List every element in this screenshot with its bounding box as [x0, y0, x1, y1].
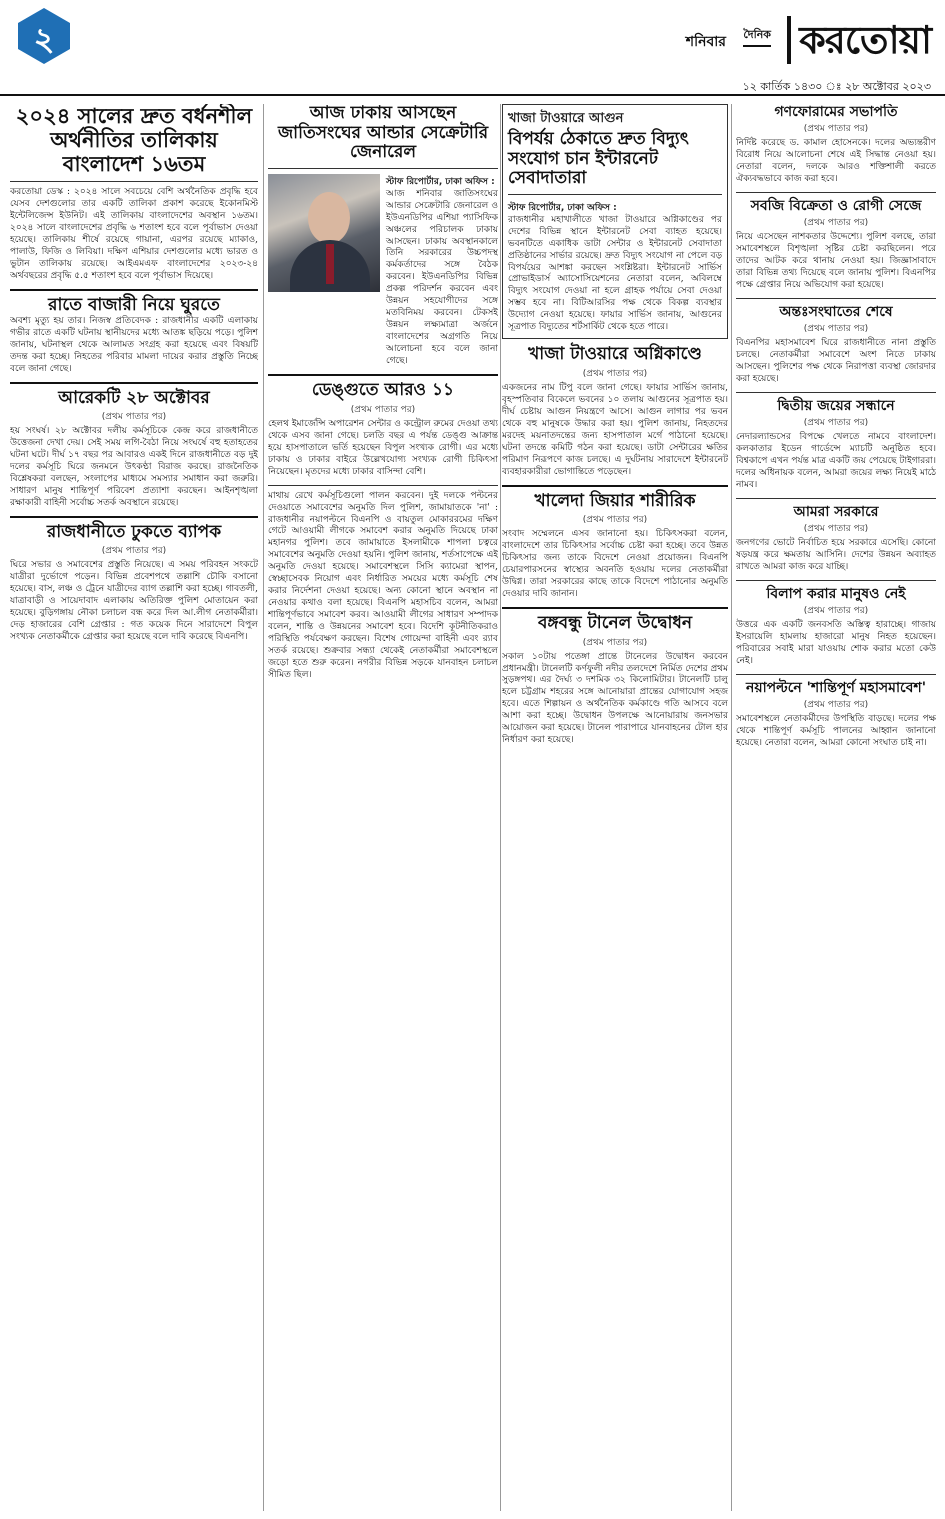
- newspaper-logo: করতোয়া: [787, 16, 931, 64]
- article-headline: বিপর্যয় ঠেকাতে দ্রুত বিদ্যুৎ সংযোগ চান ইন্টারনেট সেবাদাতারা: [508, 129, 689, 189]
- article-headline: নয়াপল্টনে 'শান্তিপূর্ণ মহাসমাবেশ': [745, 679, 927, 696]
- continuation-note: (প্রথম পাতার পর): [803, 324, 869, 334]
- article-headline: রাজধানীতে ঢুকতে ব্যাপক: [46, 521, 222, 542]
- column-1: [10, 104, 258, 1511]
- article-naya-paltan: [736, 680, 936, 750]
- article-october-28: [10, 389, 258, 510]
- article-khaja-tower-fire: [502, 345, 728, 478]
- article-headline: অন্তঃসংঘাতের শেষে: [779, 303, 893, 320]
- continuation-note: (প্রথম পাতার পর): [582, 515, 648, 526]
- continuation-note: (প্রথম পাতার পর): [803, 605, 869, 616]
- article-khaleda-health: [502, 492, 728, 601]
- article-body: নিয়ে এসেছেন নাশকতার উদ্দেশ্যে। পুলিশ বলছে, তারা সমাবেশস্থলে বিশৃঙ্খলা সৃষ্টির চেষ্টা করছিলেন। পরে তাদের আটক করে থানায় নেওয়া হয়। জিজ্ঞাসাবাদে তারা বিভিন্ন তথ্য দিয়েছে বলে জানায় পুলিশ। বিএনপির পক্ষে গ্রেপ্তার নিয়ে অভিযোগ করা হয়েছে।: [736, 232, 936, 290]
- article-tunnel: [502, 614, 728, 747]
- article-body: উত্তরে এক একটি জনবসতি অস্তিত্ব হারাচ্ছে। গাজায় ইসরায়েলি হামলায় হাজারো মানুষ নিহত হয়েছেন। পরিবারের সবাই মারা যাওয়ায় শোক করার মতো কেউ নেই।: [736, 619, 936, 666]
- brand-prefix: দৈনিক: [743, 26, 771, 47]
- article-body: বিএনপির মহাসমাবেশ ঘিরে রাজধানীতে নানা প্রস্তুতি চলছে। নেতাকর্মীরা সমাবেশে অংশ নিতে ঢাকায় আসছেন। পুলিশের পক্ষ থেকে নিরাপত্তা ব্যবস্থা জোরদার করা হয়েছে।: [736, 338, 936, 384]
- masthead-rule: [0, 94, 945, 96]
- article-headline: রাতে বাজারী নিয়ে ঘুরতে: [48, 295, 220, 316]
- continuation-note: (প্রথম পাতার পর): [803, 124, 869, 135]
- article-body: রাজধানীর মহাখালীতে খাজা টাওয়ারে অগ্নিকাণ্ডের পর দেশের বিভিন্ন স্থানে ইন্টারনেট সেবা ব্যাহত হয়েছে। ভবনটিতে একাধিক ডাটা সেন্টার ও ইন্টারনেট সেবাদাতা প্রতিষ্ঠানের সার্ভার রয়েছে। দ্রুত বিদ্যুৎ সংযোগ না পেলে বড় বিপর্যয়ের আশঙ্কা করছেন সংশ্লিষ্টরা। ইন্টারনেট সার্ভিস প্রোভাইডার্স অ্যাসোসিয়েশনের নেতারা বলেন, অবিলম্বে বিদ্যুৎ সংযোগ দেওয়া না হলে গ্রাহক পর্যায়ে সেবা দেওয়া সম্ভব হবে না। বিটিআরসির পক্ষ থেকে বিকল্প ব্যবস্থার উদ্যোগ নেওয়া হয়েছে। ফায়ার সার্ভিস জানায়, আগুনের সূত্রপাত বিদ্যুতের শর্টসার্কিট থেকে হতে পারে।: [508, 214, 722, 333]
- continuation-note: (প্রথম পাতার পর): [582, 368, 648, 379]
- article-gonoforum: [736, 104, 936, 186]
- column-divider: [731, 104, 732, 1511]
- article-dengue: [268, 381, 498, 478]
- article-body: নির্দিষ্ট করেছে ড. কামাল হোসেনকে। দলের অভ্যন্তরীণ বিরোধ নিয়ে আলোচনা শেষে এই সিদ্ধান্ত নেওয়া হয়। নেতারা বলেন, দলকে আরও শক্তিশালী করতে ঐক্যবদ্ধভাবে কাজ করা হবে।: [736, 138, 936, 184]
- article-body: হয় সংঘর্ষ। ২৮ অক্টোবর দলীয় কর্মসূচিকে কেন্দ্র করে রাজধানীতে উত্তেজনা দেখা দেয়। সেই সময় লগি-বৈঠা নিয়ে সংঘর্ষে বহু হতাহতের ঘটনা ঘটে। দীর্ঘ ১৭ বছর পর আবারও একই দিনে রাজধানীতে বড় দুই দলের কর্মসূচি ঘিরে জনমনে উৎকণ্ঠা বিরাজ করছে। রাজনৈতিক বিশ্লেষকরা বলছেন, সংলাপের মাধ্যমে সমস্যার সমাধান করা জরুরি। সাধারণ মানুষ শান্তিপূর্ণ পরিবেশ প্রত্যাশা করছেন। আইনশৃঙ্খলা রক্ষাকারী বাহিনী সর্বোচ্চ সতর্ক অবস্থানে রয়েছে।: [10, 426, 258, 508]
- continuation-note: (প্রথম পাতার পর): [350, 404, 416, 415]
- article-capital-entry: [10, 523, 258, 644]
- continuation-note: (প্রথম পাতার পর): [582, 637, 648, 648]
- continuation-note: (প্রথম পাতার পর): [101, 546, 167, 557]
- masthead: [0, 0, 945, 96]
- article-headline: আমরা সরকারে: [793, 503, 879, 520]
- column-divider: [263, 104, 264, 1511]
- column-4: [736, 104, 936, 1511]
- article-headline: বঙ্গবন্ধু টানেল উদ্বোধন: [537, 612, 693, 633]
- continuation-note: (প্রথম পাতার পর): [803, 699, 869, 710]
- article-headline: আজ ঢাকায় আসছেন জাতিসংঘের আন্ডার সেক্রেটারি জেনারেল: [277, 104, 489, 163]
- article-headline: ২০২৪ সালের দ্রুত বর্ধনশীল অর্থনীতির তালিকায় বাংলাদেশ ১৬তম: [15, 104, 253, 177]
- article-body: অবশ্য মৃত্যু হয় তার। নিজস্ব প্রতিবেদক : রাজধানীর একটি এলাকায় গভীর রাতে একটি ঘটনায় স্থানীয়দের মধ্যে আতঙ্ক ছড়িয়ে পড়ে। পুলিশ জানায়, ঘটনাস্থল থেকে আলামত সংগ্রহ করা হয়েছে এবং বিষয়টি তদন্ত করা হচ্ছে। নিহতের পরিবার মামলা দায়ের করার প্রস্তুতি নিচ্ছে বলে জানা গেছে।: [10, 315, 258, 374]
- column-2: [268, 104, 498, 1511]
- article-body: মাথায় রেখে কর্মসূচিগুলো পালন করবেন। দুই দলকে পল্টনের দেওয়াতে সমাবেশের অনুমতি দিল পুলিশ, জামায়াতকে 'না' : রাজধানীর নয়াপল্টনে বিএনপি ও বায়তুল মোকাররমের দক্ষিণ গেটে আওয়ামী লীগকে সমাবেশ করার অনুমতি দিয়েছে ঢাকা মহানগর পুলিশ। তবে জামায়াতে ইসলামীকে শাপলা চত্বরে সমাবেশের অনুমতি দেওয়া হয়নি। পুলিশ জানায়, শর্তসাপেক্ষে এই অনুমতি দেওয়া হয়েছে। সমাবেশস্থলে সিসি ক্যামেরা স্থাপন, স্বেচ্ছাসেবক নিয়োগ এবং নির্ধারিত সময়ের মধ্যে কর্মসূচি শেষ করার নির্দেশনা দেওয়া হয়েছে। অন্য কোনো স্থানে অবস্থান না নেওয়ার কথাও বলা হয়েছে। বিএনপি মহাসচিব বলেন, আমরা শান্তিপূর্ণভাবে সমাবেশ করব। আওয়ামী লীগের সাধারণ সম্পাদক বলেন, শান্তি ও উন্নয়নের সমাবেশ হবে। বিদেশি কূটনীতিকরাও পরিস্থিতি পর্যবেক্ষণ করছেন। বিশেষ গোয়েন্দা বাহিনী এবং র‍্যাব সতর্ক রয়েছে। শুক্রবার সন্ধ্যা থেকেই নেতাকর্মীরা সমাবেশস্থলে জড়ো হতে শুরু করেন। নগরীর বিভিন্ন সড়কে যানবাহন চলাচল সীমিত ছিল।: [268, 490, 498, 681]
- continuation-note: (প্রথম পাতার পর): [101, 412, 167, 423]
- article-second-win: [736, 398, 936, 492]
- article-un-official: [268, 104, 498, 368]
- article-isp: [502, 104, 728, 339]
- article-rally-permission: [268, 491, 498, 683]
- article-body: করতোয়া ডেস্ক : ২০২৪ সালে সবচেয়ে বেশি অর্থনৈতিক প্রবৃদ্ধি হবে যেসব দেশগুলোর তার একটি তালিকা প্রকাশ করেছে ইকোনমিস্ট ইন্টেলিজেন্স ইউনিট। এই তালিকায় বাংলাদেশের অবস্থান ১৬তম। ২০২৪ সালে বাংলাদেশের প্রবৃদ্ধি ৬ শতাংশ হবে বলে পূর্বাভাস দেওয়া হয়েছে। তালিকায় শীর্ষে রয়েছে গায়ানা, এরপর রয়েছে ম্যাকাও, পালাউ, ফিজি ও লিবিয়া। দক্ষিণ এশিয়ার দেশগুলোর মধ্যে ভারত ও ভুটান তালিকায় রয়েছে। আইএমএফ বাংলাদেশের ২০২৩-২৪ অর্থবছরের প্রবৃদ্ধি ৫.৫ শতাংশ হবে বলে পূর্বাভাস দিয়েছে।: [10, 187, 258, 282]
- portrait-photo: [268, 174, 380, 292]
- article-headline: বিলাপ করার মানুষও নেই: [766, 585, 906, 602]
- article-vegetable-seller: [736, 198, 936, 292]
- article-body: সমাবেশস্থলে নেতাকর্মীদের উপস্থিতি বাড়ছে। দলের পক্ষ থেকে শান্তিপূর্ণ কর্মসূচি পালনের আহ্বান জানানো হয়েছে। নেতারা বলেন, আমরা কোনো সংঘাত চাই না।: [736, 713, 936, 748]
- article-body: একজনের নাম টিপু বলে জানা গেছে। ফায়ার সার্ভিস জানায়, বৃহস্পতিবার বিকেলে ভবনের ১০ তলায় আগুনের সূত্রপাত হয়। দীর্ঘ চেষ্টায় আগুন নিয়ন্ত্রণে আসে। আগুন লাগার পর ভবন থেকে বহু মানুষকে উদ্ধার করা হয়। পুলিশ জানায়, নিহতদের মরদেহ ময়নাতদন্তের জন্য হাসপাতাল মর্গে পাঠানো হয়েছে। ঘটনা তদন্তে কমিটি গঠন করা হয়েছে। ডাটা সেন্টারের ক্ষতির পরিমাণ নিরূপণে কাজ চলছে। এ দুর্ঘটনায় সারাদেশে ইন্টারনেট ব্যবহারকারীরা ভোগান্তিতে পড়েছেন।: [502, 382, 728, 477]
- continuation-note: (প্রথম পাতার পর): [803, 523, 869, 534]
- article-body: নেদারল্যান্ডসের বিপক্ষে খেলতে নামবে বাংলাদেশ। কলকাতার ইডেন গার্ডেন্সে ম্যাচটি অনুষ্ঠিত হবে। বিশ্বকাপে এখন পর্যন্ত মাত্র একটি জয় পেয়েছে টাইগাররা। দলের অধিনায়ক বলেন, আমরা জয়ের লক্ষ্য নিয়েই মাঠে নামব।: [736, 431, 936, 490]
- article-gaza: [736, 586, 936, 668]
- column-divider: [500, 104, 501, 1511]
- masthead-date: ১২ কার্তিক ১৪৩০ ঃ ২৮ অক্টোবর ২০২৩: [742, 80, 931, 93]
- article-headline: ডেঙ্গুতে আরও ১১: [311, 380, 455, 401]
- article-internal-conflict: [736, 304, 936, 386]
- article-headline: সবজি বিক্রেতা ও রোগী সেজে: [750, 197, 922, 214]
- article-headline: আরেকটি ২৮ অক্টোবর: [58, 387, 210, 408]
- article-body: সংবাদ সম্মেলনে এসব জানানো হয়। চিকিৎসকরা বলেন, বাংলাদেশে তার চিকিৎসার সর্বোচ্চ চেষ্টা করা হচ্ছে। তবে উন্নত চিকিৎসার জন্য তাকে বিদেশে নেওয়া প্রয়োজন। বিএনপি চেয়ারপারসনের স্বাস্থ্যের অবনতি হওয়ায় দলের নেতাকর্মীরা উদ্বিগ্ন। তারা সরকারের কাছে তাকে বিদেশে পাঠানোর অনুমতি দেওয়ার দাবি জানান।: [502, 529, 728, 600]
- article-headline: গণফোরামের সভাপতি: [774, 104, 898, 120]
- article-kicker: খাজা টাওয়ারে আগুন: [508, 111, 624, 126]
- article-headline: দ্বিতীয় জয়ের সন্ধানে: [777, 397, 895, 414]
- article-body: হেলথ ইমার্জেন্সি অপারেশন সেন্টার ও কন্ট্রোল রুমের দেওয়া তথ্য থেকে এসব জানা গেছে। চলতি বছর এ পর্যন্ত ডেঙ্গু আক্রান্ত হয়ে হাসপাতালে ভর্তি হয়েছেন বিপুল সংখ্যক রোগী। এর মধ্যে ঢাকায় ও ঢাকার বাইরে উল্লেখযোগ্য সংখ্যক রোগী চিকিৎসা নিয়েছেন। মৃতদের মধ্যে ঢাকার বাসিন্দা বেশি।: [268, 418, 498, 477]
- article-body: সকাল ১০টায় পতেঙ্গা প্রান্তে টানেলের উদ্বোধন করবেন প্রধানমন্ত্রী। টানেলটি কর্ণফুলী নদীর তলদেশে নির্মিত দেশের প্রথম সুড়ঙ্গপথ। এর দৈর্ঘ্য ৩ দশমিক ৩২ কিলোমিটার। টানেলটি চালু হলে চট্টগ্রাম শহরের সঙ্গে আনোয়ারা প্রান্তের যোগাযোগ সহজ হবে। এতে শিল্পায়ন ও অর্থনৈতিক কর্মকাণ্ডে গতি আসবে বলে আশা করা হচ্ছে। উদ্বোধন উপলক্ষে আনোয়ারায় জনসভার আয়োজন করা হয়েছে। টানেল পারাপারে যানবাহনের টোল হার নির্ধারণ করা হয়েছে।: [502, 651, 728, 746]
- article-body: আজ শনিবার জাতিসংঘের আন্ডার সেক্রেটারি জেনারেল ও ইউএনডিপির এশিয়া প্যাসিফিক অঞ্চলের পরিচালক ঢাকায় আসছেন। ঢাকায় অবস্থানকালে তিনি সরকারের উচ্চপদস্থ কর্মকর্তাদের সঙ্গে বৈঠক করবেন। ইউএনডিপির বিভিন্ন প্রকল্প পরিদর্শন করবেন এবং উন্নয়ন সহযোগীদের সঙ্গে মতবিনিময় করবেন। টেকসই উন্নয়ন লক্ষ্যমাত্রা অর্জনে বাংলাদেশের অগ্রগতি নিয়ে আলোচনা হবে বলে জানা গেছে।: [386, 188, 498, 367]
- continuation-note: (প্রথম পাতার পর): [803, 417, 869, 428]
- article-night: [10, 296, 258, 375]
- article-byline: স্টাফ রিপোর্টার, ঢাকা অফিস :: [386, 176, 495, 187]
- article-economy: [10, 104, 258, 283]
- article-body: জনগণের ভোটে নির্বাচিত হয়ে সরকারে এসেছি। কোনো ষড়যন্ত্র করে ক্ষমতায় আসিনি। দেশের উন্নয়ন অব্যাহত রাখতে আমরা কাজ করে যাচ্ছি।: [736, 537, 936, 572]
- article-body: ঘিরে সভার ও সমাবেশের প্রস্তুতি নিয়েছে। এ সময় পরিবহন সংকটে যাত্রীরা দুর্ভোগে পড়েন। বিভিন্ন প্রবেশপথে তল্লাশি চৌকি বসানো হয়েছে। বাস, লঞ্চ ও ট্রেনে যাত্রীদের ব্যাগ তল্লাশি করা হচ্ছে। গাবতলী, যাত্রাবাড়ী ও সায়েদাবাদ এলাকায় অতিরিক্ত পুলিশ মোতায়েন করা হয়েছে। বুড়িগঙ্গায় নৌকা চলাচল বন্ধ করে দিল আ.লীগ নেতাকর্মীরা। দেড় হাজারের বেশি গ্রেপ্তার : গত কয়েক দিনে সারাদেশে বিপুল সংখ্যক নেতাকর্মীকে গ্রেপ্তার করা হয়েছে বলে দাবি করেছে বিএনপি।: [10, 560, 258, 643]
- article-we-are-govt: [736, 504, 936, 574]
- continuation-note: (প্রথম পাতার পর): [803, 218, 869, 229]
- page-number: ২: [33, 20, 55, 58]
- article-byline: স্টাফ রিপোর্টার, ঢাকা অফিস :: [508, 202, 617, 213]
- masthead-brand-block: [571, 8, 931, 78]
- masthead-day: শনিবার: [685, 34, 726, 50]
- column-3: [502, 104, 728, 1511]
- page-number-badge: [14, 6, 74, 66]
- article-headline: খাজা টাওয়ারে অগ্নিকাণ্ডে: [528, 344, 702, 365]
- article-headline: খালেদা জিয়ার শারীরিক: [534, 490, 696, 511]
